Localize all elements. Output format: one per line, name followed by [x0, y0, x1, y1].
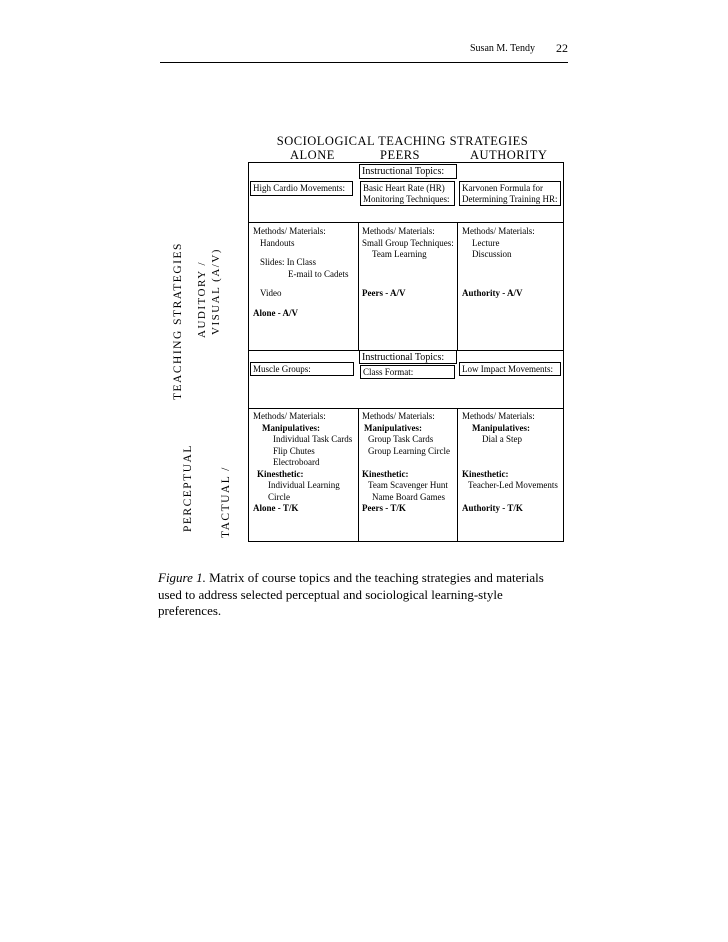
figure-label: Figure 1.: [158, 570, 206, 585]
tk-topic-peers: Class Format:: [360, 365, 455, 379]
column-header-peers: PEERS: [380, 148, 421, 162]
column-header-authority: AUTHORITY: [470, 148, 548, 162]
grid-line-left: [248, 162, 249, 542]
tk-authority-cell: Methods/ Materials: Manipulatives: Dial a Step Kinesthetic: Teacher-Led Movements Authority - T/K: [462, 411, 558, 513]
grid-line-tk-top: [248, 408, 564, 409]
grid-line-right: [563, 162, 564, 542]
av-alone-cell: Methods/ Materials: Handouts Slides: In Class E-mail to Cadets Video Alone - A/V: [253, 226, 349, 318]
tk-topic-alone: Muscle Groups:: [250, 362, 354, 376]
av-authority-cell: Methods/ Materials: Lecture Discussion Authority - A/V: [462, 226, 535, 298]
caption-text: Matrix of course topics and the teaching strategies and materials used to address selected perceptual and sociological learning-style preferences.: [158, 570, 544, 618]
figure-caption: [158, 570, 558, 620]
av-topic-alone: High Cardio Movements:: [250, 181, 353, 196]
header-rule: [160, 62, 568, 63]
av-topics-header: Instructional Topics:: [359, 164, 457, 179]
figure-title: SOCIOLOGICAL TEACHING STRATEGIES: [276, 134, 529, 148]
running-header: [470, 41, 568, 55]
tk-topic-authority: Low Impact Movements:: [459, 362, 561, 376]
tk-alone-cell: Methods/ Materials: Manipulatives: Individual Task Cards Flip Chutes Electroboard Kinesthetic: Individual Learning Circle Alone - T/K: [253, 411, 353, 513]
side-label-auditory: AUDITORY /: [196, 260, 208, 338]
grid-line-bottom: [248, 541, 564, 542]
page-number: 22: [556, 41, 568, 55]
side-label-visual: VISUAL (A/V): [210, 248, 222, 335]
side-label-tactual: TACTUAL /: [220, 466, 232, 538]
av-peers-cell: Methods/ Materials: Small Group Techniques: Team Learning Peers - A/V: [362, 226, 454, 298]
grid-line-av-1: [358, 222, 359, 350]
grid-line-av-top: [248, 222, 564, 223]
grid-line-av-2: [457, 222, 458, 350]
tk-peers-cell: Methods/ Materials: Manipulatives: Group Task Cards Group Learning Circle Kinesthetic: Team Scavenger Hunt Name Board Games Peers - T/K: [362, 411, 450, 513]
side-label-perceptual: PERCEPTUAL: [182, 444, 194, 532]
side-label-teaching-strategies: TEACHING STRATEGIES: [172, 242, 184, 400]
av-topic-authority: Karvonen Formula for Determining Training HR:: [459, 181, 561, 206]
grid-line-tk-1: [358, 408, 359, 541]
column-header-alone: ALONE: [290, 148, 335, 162]
author-name: Susan M. Tendy: [470, 43, 535, 54]
tk-topics-header: Instructional Topics:: [359, 350, 457, 364]
av-topic-peers: Basic Heart Rate (HR) Monitoring Techniques:: [360, 181, 455, 206]
grid-line-tk-2: [457, 408, 458, 541]
grid-line-top: [248, 162, 564, 163]
